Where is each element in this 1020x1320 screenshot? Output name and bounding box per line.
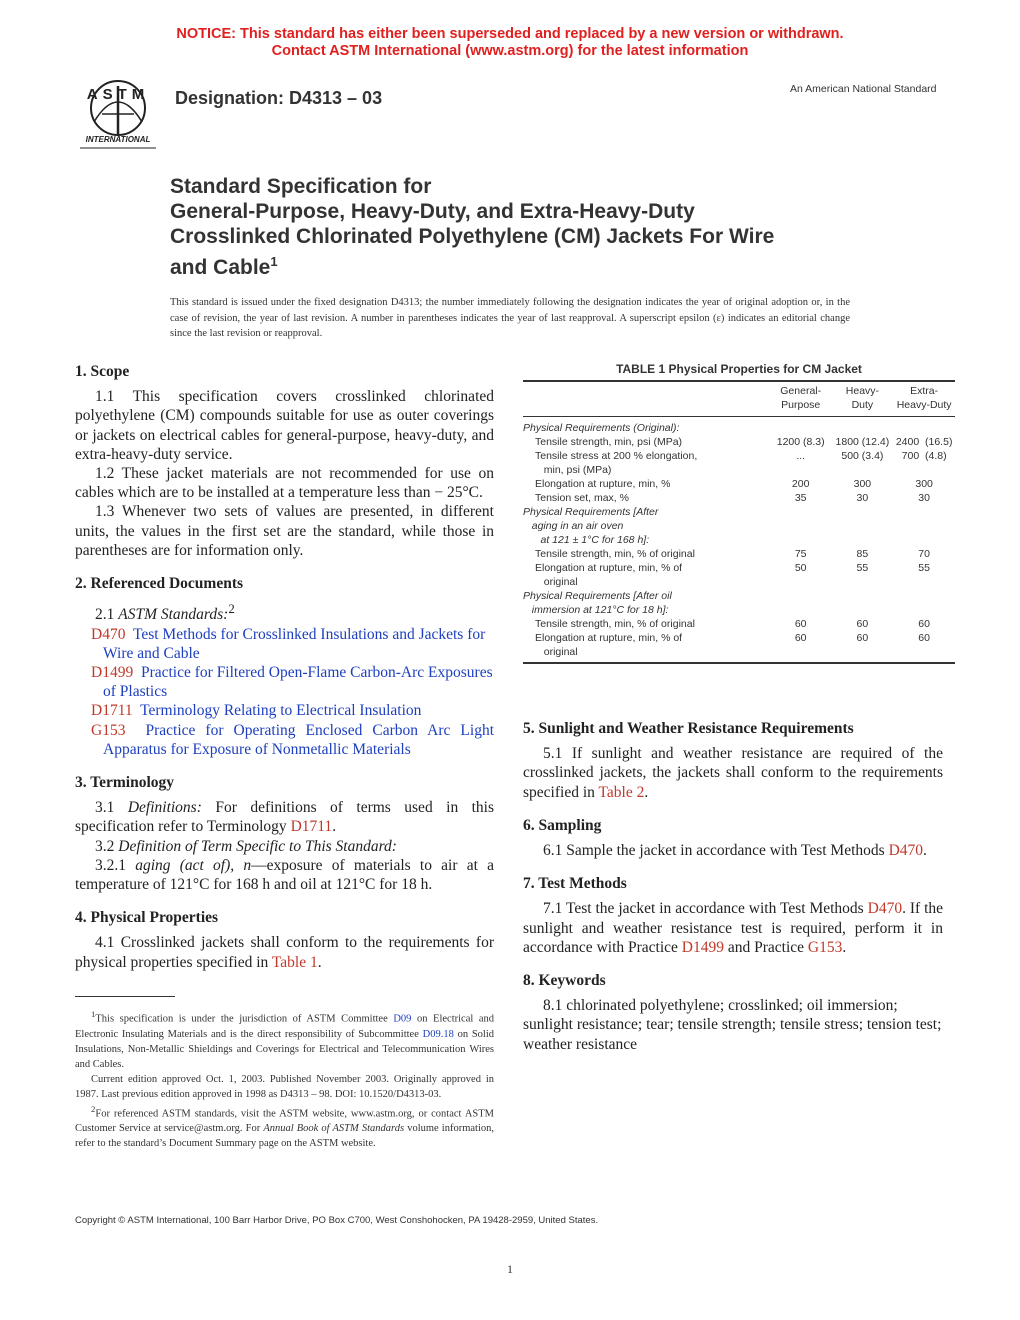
title-line-4 [170,249,890,280]
table-row [523,547,955,561]
referenced-heading: 2. Referenced Documents [75,575,244,593]
table-cell-value [770,505,832,547]
table-row-label: Tensile strength, min, % of original [535,548,695,560]
phys-4-1-ref[interactable]: Table 1 [271,953,318,971]
table-row [523,505,955,547]
test-7-1-mid: . If the sunlight and weather resistance test is required, perform it in accordance with Practice [523,900,944,956]
ref-sub-mark: 2 [228,601,235,617]
title-line-2: General-Purpose, Heavy-Duty, and Extra-Heavy-Duty [170,200,695,223]
table-row-label: Physical Requirements [After aging in an air oven at 121 ± 1°C for 168 h]: [523,506,659,546]
document-title [170,174,890,280]
table-body [523,417,955,664]
issued-note: This standard is issued under the fixed designation D4313; the number immediately following the designation indicates the year of original adoption or, in the case of revision, the year of last revision. A number in parentheses indicates the year of last reapproval. A superscript epsilon (ε) indicates an editorial change since the last revision or reapproval. [170,297,850,339]
table-row-label: Tensile strength, min, % of original [535,618,695,630]
table-1 [523,362,955,664]
left-column [75,362,494,972]
title-line-1: Standard Specification for [170,175,432,198]
term-3-1-end: . [332,818,337,836]
table-cell-value: 1800 (12.4) [835,436,890,448]
ref-d1499 [75,663,494,701]
physical-4-1 [75,933,494,971]
test-7-1-ref[interactable]: D470 [867,900,903,918]
terminology-3-2-1 [75,856,494,894]
table-cell-value [770,589,832,617]
term-3-1-num: 3.1 [95,799,115,817]
table-row [523,589,955,617]
table-row-label: Tensile stress at 200 % elongation, min, psi (MPa) [535,450,698,476]
astm-logo [76,78,160,150]
term-3-1-text: For definitions of terms used in this specification refer to Terminology [75,799,495,836]
table-1-caption: TABLE 1 Physical Properties for CM Jacket [616,362,862,376]
test-7-1-ref3[interactable]: G153 [807,938,843,956]
table-cell-value [832,589,894,617]
term-3-2-1-text: —exposure of materials to air at a temperature of 121°C for 168 h and oil at 121°C for 18 h. [75,856,495,894]
ref-d1711-title[interactable]: Terminology Relating to Electrical Insulation [140,702,422,720]
table-row [523,561,955,589]
keywords-heading: 8. Keywords [523,972,606,990]
title-footnote-mark: 1 [270,254,278,269]
table-cell-value: 75 [794,548,807,560]
fn1-ref2[interactable]: D09.18 [422,1028,454,1040]
title-line-3: Crosslinked Chlorinated Polyethylene (CM) Jackets For Wire [170,225,775,248]
table-cell-value: 60 [856,618,869,630]
table-cell-value: 35 [794,492,807,504]
keywords-8-1: 8.1 chlorinated polyethylene; crosslinked; oil immersion; sunlight resistance; tear; tensile strength; tensile stress; tension test; weather resistance [523,997,942,1053]
table-cell-value: 500 (3.4) [841,450,884,462]
fn1-ref1[interactable]: D09 [393,1013,412,1025]
table-row [523,617,955,631]
page-number: 1 [507,1262,513,1276]
table-header-label [523,381,770,417]
table-row [523,435,955,449]
table-cell-value [893,417,955,436]
scope-1-1: 1.1 This specification covers crosslinked chlorinated polyethylene (CM) compounds suitable for use as outer coverings or jackets on electrical cables for general-purpose, heavy-duty, and extra-heavy-duty service. [75,388,494,463]
footnotes [75,1007,494,1151]
sunlight-5-1 [523,744,943,802]
sun-5-1-text: 5.1 If sunlight and weather resistance are required of the crosslinked jackets, the jackets shall conform to the requirements specified in [523,745,943,801]
supersede-notice [0,26,1020,60]
test-7-1-text: 7.1 Test the jacket in accordance with Test Methods [543,900,864,918]
ref-d470-code[interactable]: D470 [91,625,126,643]
table-row [523,417,955,436]
physical-properties-table [523,380,955,664]
phys-4-1-text: 4.1 Crosslinked jackets shall conform to the requirements for physical properties specified in [75,934,494,971]
scope-heading: 1. Scope [75,363,130,380]
table-row-label: Physical Requirements (Original): [523,422,680,434]
terminology-3-2 [75,837,494,856]
sun-5-1-ref[interactable]: Table 2 [598,783,645,801]
testmethods-7-1 [523,899,943,957]
samp-6-1-end: . [923,842,927,860]
term-3-2-num: 3.2 [95,837,115,855]
sun-5-1-end: . [644,783,649,801]
ref-d1499-code[interactable]: D1499 [91,664,134,681]
logo-text: ASTM [86,86,150,103]
term-3-1-ref[interactable]: D1711 [290,818,333,836]
notice-line-1: NOTICE: This standard has either been superseded and replaced by a new version or withdrawn. [176,26,844,42]
copyright: Copyright © ASTM International, 100 Barr Harbor Drive, PO Box C700, West Conshohocken, PA 19428-2959, United States. [75,1215,599,1226]
samp-6-1-text: 6.1 Sample the jacket in accordance with Test Methods [543,842,885,860]
scope-1-2: 1.2 These jacket materials are not recommended for use on cables which are to be installed at a temperature less than − 25°C. [75,465,494,502]
ref-sub-label: ASTM Standards: [118,606,229,624]
table-cell-value: 300 [853,478,872,490]
table-cell-value: 1200 (8.3) [776,436,825,448]
samp-6-1-ref[interactable]: D470 [888,842,924,860]
table-cell-value [832,505,894,547]
ref-g153-title[interactable]: Practice for Operating Enclosed Carbon Arc Light Apparatus for Exposure of Nonmetallic Materials [103,721,494,758]
table-cell-value: 2400 (16.5) [895,436,953,448]
table-header-extra: Extra- Heavy-Duty [893,381,955,417]
table-cell-value: 30 [856,492,869,504]
footnote-1 [75,1007,494,1072]
designation: Designation: D4313 – 03 [175,88,383,108]
footnote-rule [75,996,175,997]
sampling-6-1 [523,841,943,860]
table-row-label: Tension set, max, % [535,492,629,504]
table-cell-value: 60 [918,618,930,630]
term-3-1-label: Definitions: [127,799,202,817]
table-row [523,477,955,491]
table-cell-value [893,589,955,617]
ref-d1499-title[interactable]: Practice for Filtered Open-Flame Carbon-Arc Exposures of Plastics [103,664,493,701]
ref-d1711-code[interactable]: D1711 [91,702,133,720]
table-cell-value [770,417,832,436]
test-7-1-end: . [842,938,847,956]
table-cell-value: 60 [770,631,832,663]
right-column [523,719,943,1054]
table-header-row [523,381,955,417]
table-cell-value: 70 [918,548,930,560]
table-cell-value: 55 [856,562,869,574]
fn2-b: volume information, refer to the standard’s Document Summary page on the ASTM website. [75,1123,494,1149]
fn2-mark: 2 [91,1103,96,1114]
ref-sub-num: 2.1 [95,606,115,624]
terminology-heading: 3. Terminology [75,774,175,792]
sampling-heading: 6. Sampling [523,816,602,834]
table-cell-value: 700 (4.8) [901,450,947,462]
test-7-1-ref2[interactable]: D1499 [681,938,724,956]
footnote-2 [75,1102,494,1152]
table-cell-value: 30 [918,492,930,504]
table-header-heavy: Heavy- Duty [832,381,894,417]
table-cell-value: 200 [791,478,810,490]
logo-subtext: INTERNATIONAL [85,135,151,144]
ref-d1711 [75,701,494,720]
fn2-italic: Annual Book of ASTM Standards [263,1123,405,1134]
phys-4-1-end: . [317,953,322,971]
table-header-general: General- Purpose [770,381,832,417]
table-cell-value: 60 [893,631,955,663]
table-cell-value: 60 [832,631,894,663]
table-cell-value: 60 [794,618,807,630]
ref-d470-title[interactable]: Test Methods for Crosslinked Insulations and Jackets for Wire and Cable [103,625,486,662]
table-row [523,491,955,505]
ref-g153-code[interactable]: G153 [91,721,126,739]
table-cell-value: ... [796,450,806,462]
table-cell-value [893,505,955,547]
fn1-mark: 1 [91,1009,96,1019]
terminology-3-1 [75,798,494,836]
table-row-label: Physical Requirements [After oil immersion at 121°C for 18 h]: [523,590,672,616]
test-7-1-mid2: and Practice [727,938,805,956]
sunlight-heading: 5. Sunlight and Weather Resistance Requirements [523,720,854,737]
term-3-2-1-num: 3.2.1 [95,856,126,874]
table-row-label: Elongation at rupture, min, % [535,478,671,490]
title-line-4-text: and Cable [170,256,271,279]
table-cell-value: 50 [794,562,807,574]
scope-1-3: 1.3 Whenever two sets of values are presented, in different units, the values in the first set are the standard, while those in parentheses are for information only. [75,503,494,559]
table-row-label: Tensile strength, min, psi (MPa) [535,436,683,448]
table-cell-value: 85 [856,548,869,560]
table-row-label: Elongation at rupture, min, % of original [535,562,683,588]
term-3-2-label: Definition of Term Specific to This Standard: [118,837,397,855]
ref-g153 [75,721,494,759]
table-row [523,449,955,477]
table-cell-value [832,417,894,436]
table-row-label: Elongation at rupture, min, % of original [523,631,770,663]
notice-line-2: Contact ASTM International (www.astm.org) for the latest information [271,43,749,59]
footnote-1-edition: Current edition approved Oct. 1, 2003. Published November 2003. Originally approved in 1987. Last previous edition approved in 1998 as D4313 – 98. DOI: 10.1520/D4313-03. [75,1073,494,1100]
fn2-a: For referenced ASTM standards, visit the ASTM website, www.astm.org, or contact ASTM Customer Service at service@astm.org. For [75,1108,494,1134]
testmethods-heading: 7. Test Methods [523,875,627,893]
fn1-a: This specification is under the jurisdiction of ASTM Committee [95,1013,388,1025]
table-cell-value: 300 [915,478,933,490]
ref-d470 [75,625,494,663]
fn1-b: on Electrical and Electronic Insulating Materials and is the direct responsibility of Subcommittee [75,1013,494,1040]
table-cell-value: 55 [918,562,930,574]
physical-heading: 4. Physical Properties [75,909,219,927]
table-row [523,631,955,663]
astm-standards-label [75,599,494,624]
term-3-2-1-term: aging (act of), n [135,856,252,874]
national-standard-label: An American National Standard [790,83,937,95]
fn1-c: on Solid Insulations, Non-Metallic Shieldings and Coverings for Electrical and Telecommunication Wires and Cables. [75,1028,495,1070]
